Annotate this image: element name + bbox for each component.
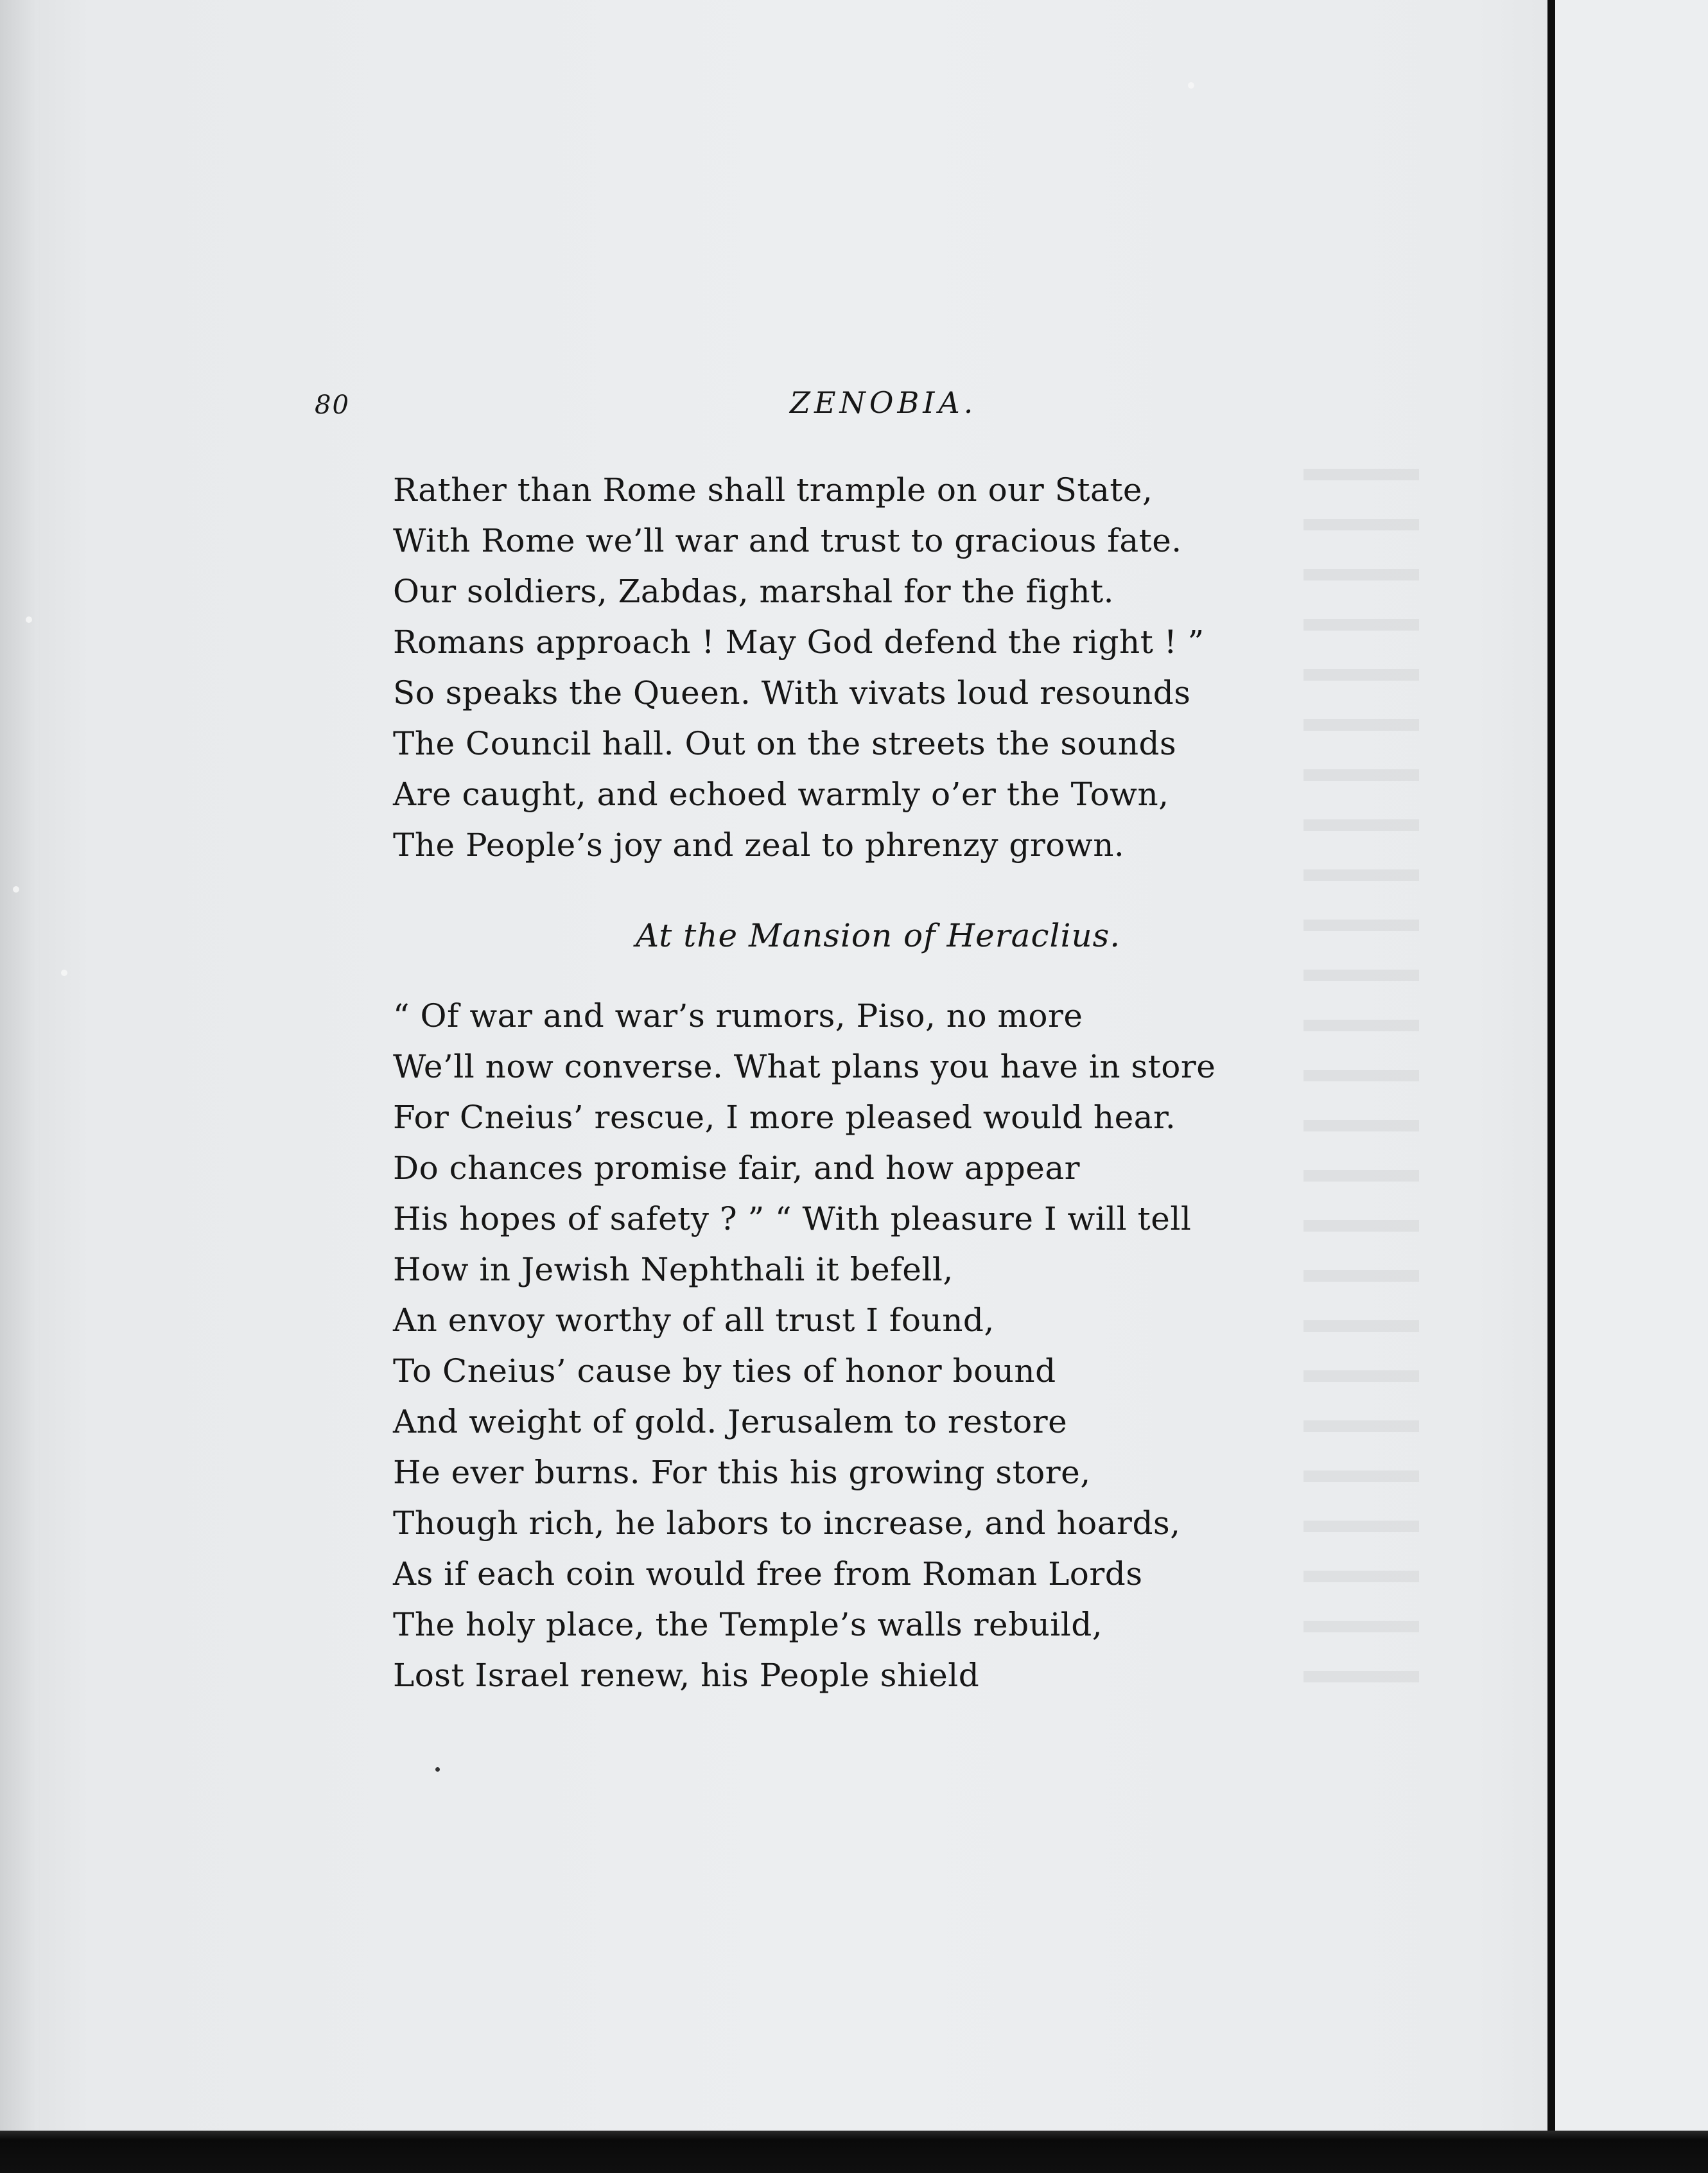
verse-line: His hopes of safety ? ” “ With pleasure I will tell (393, 1200, 1192, 1237)
verse-line: The Council hall. Out on the streets the sounds (393, 725, 1177, 762)
scan-speck (1188, 82, 1194, 89)
spine-border (1547, 0, 1555, 2173)
verse-line: Do chances promise fair, and how appear (393, 1149, 1081, 1187)
scan-speck (26, 616, 32, 623)
facing-page-edge (1555, 0, 1708, 2131)
ink-dot (435, 1767, 440, 1772)
verse-line: The holy place, the Temple’s walls rebuild, (393, 1606, 1103, 1643)
scan-speck (61, 970, 67, 976)
stanza-two (393, 991, 1356, 1701)
verse-line: He ever burns. For this his growing store, (393, 1454, 1091, 1491)
verse-line: So speaks the Queen. With vivats loud resounds (393, 674, 1191, 711)
verse-line: Romans approach ! May God defend the right ! ” (393, 624, 1205, 661)
verse-line: The People’s joy and zeal to phrenzy grown. (393, 826, 1125, 864)
verse-line: How in Jewish Nephthali it befell, (393, 1251, 954, 1288)
verse-line: An envoy worthy of all trust I found, (393, 1302, 995, 1339)
verse-line: To Cneius’ cause by ties of honor bound (393, 1352, 1056, 1390)
verse-line: Our soldiers, Zabdas, marshal for the fight. (393, 573, 1115, 610)
bottom-page-edge (0, 2131, 1708, 2173)
left-binding-shadow (0, 0, 39, 2132)
verse-line: “ Of war and war’s rumors, Piso, no more (393, 997, 1083, 1034)
verse-line: Are caught, and echoed warmly o’er the Town, (393, 776, 1169, 813)
verse-line: Lost Israel renew, his People shield (393, 1657, 980, 1694)
running-head: ZENOBIA. (790, 385, 977, 420)
stanza-one (393, 465, 1356, 871)
page-number: 80 (315, 390, 350, 420)
verse-line: Rather than Rome shall trample on our State, (393, 471, 1153, 509)
page-header (315, 385, 1470, 443)
verse-line: And weight of gold. Jerusalem to restore (393, 1403, 1068, 1440)
verse-line: We’ll now converse. What plans you have in store (393, 1048, 1216, 1085)
verse-line: Though rich, he labors to increase, and hoards, (393, 1505, 1181, 1542)
verse-line: For Cneius’ rescue, I more pleased would hear. (393, 1099, 1176, 1136)
verse-line: With Rome we’ll war and trust to gracious fate. (393, 522, 1182, 559)
scan-speck (13, 886, 19, 893)
verse-line: As if each coin would free from Roman Lords (393, 1555, 1143, 1593)
section-heading: At the Mansion of Heraclius. (636, 917, 1121, 954)
